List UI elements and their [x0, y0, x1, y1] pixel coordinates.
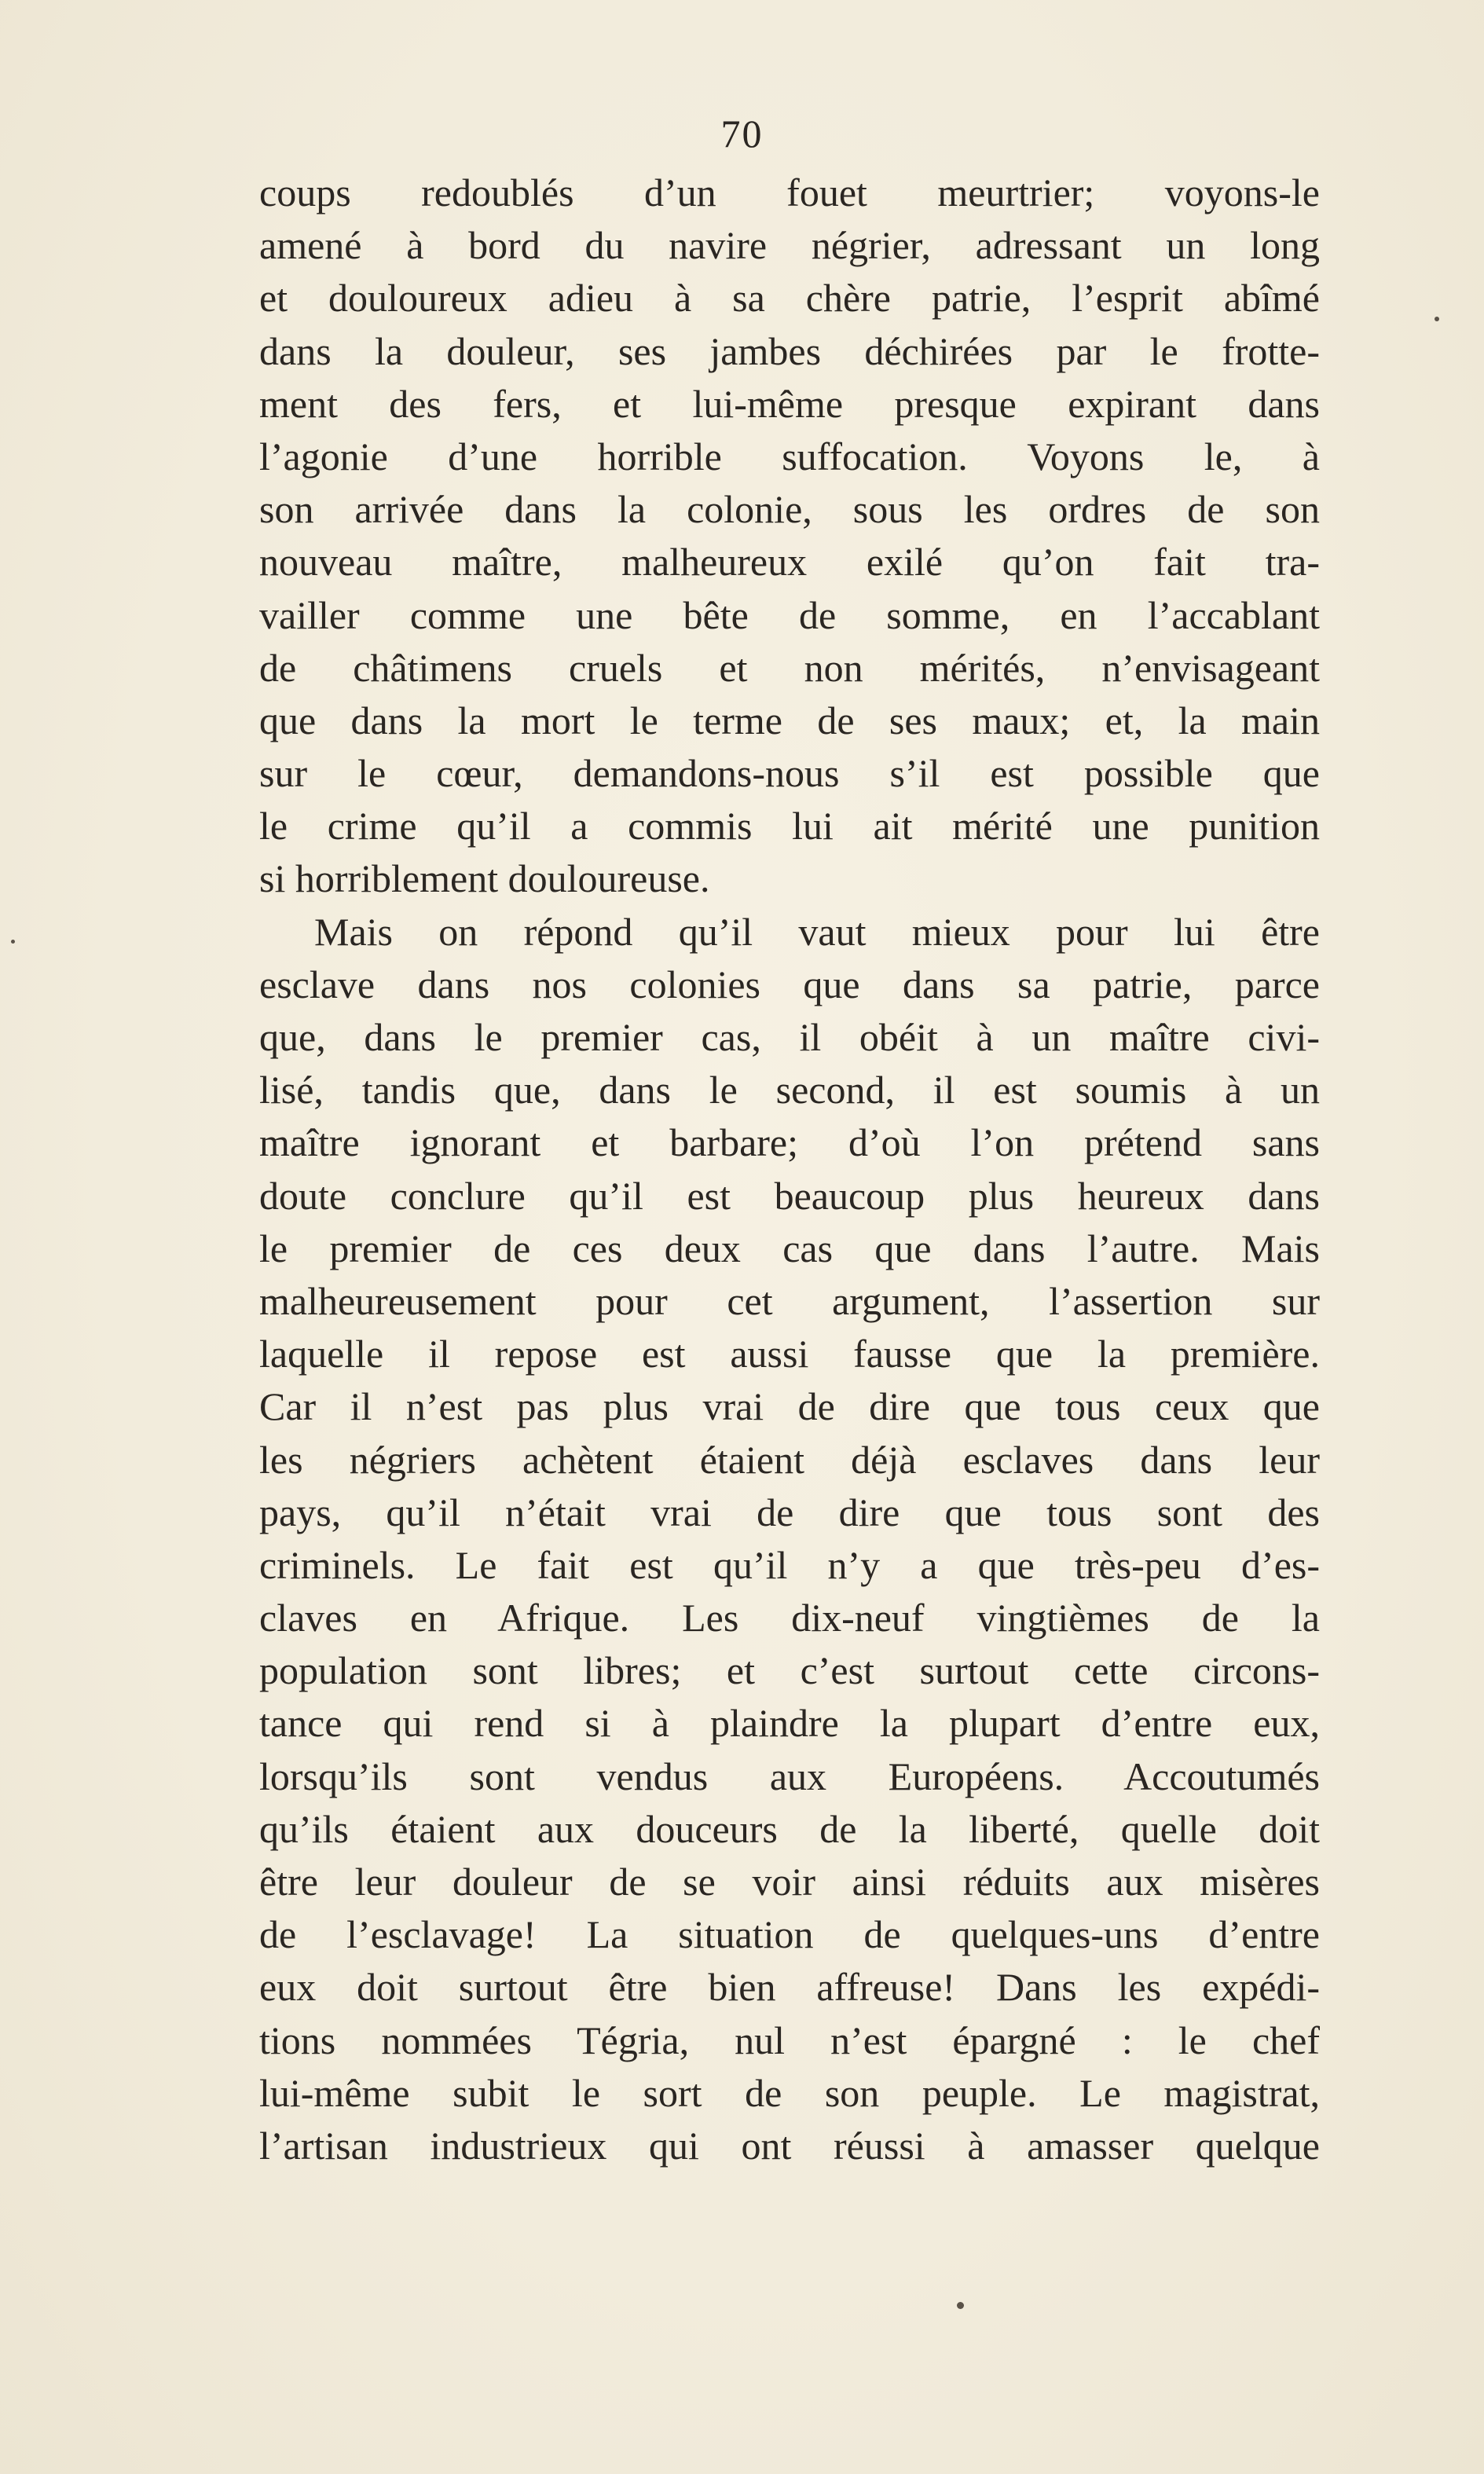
text-line: lisé, tandis que, dans le second, il est soumis à un	[259, 1068, 1320, 1112]
paragraph-1	[259, 167, 1320, 906]
text-line: qu’ils étaient aux douceurs de la liberté, quelle doit	[259, 1806, 1320, 1851]
text-line: que, dans le premier cas, il obéit à un maître civi-	[259, 1015, 1320, 1059]
text-line: malheureusement pour cet argument, l’assertion sur	[259, 1278, 1320, 1323]
text-line: de l’esclavage! La situation de quelques-uns d’entre	[259, 1912, 1320, 1957]
text-line: criminels. Le fait est qu’il n’y a que très-peu d’es-	[259, 1542, 1320, 1587]
text-line: dans la douleur, ses jambes déchirées par le frotte-	[259, 328, 1320, 373]
text-line: pays, qu’il n’était vrai de dire que tous sont des	[259, 1490, 1320, 1534]
text-line: Mais on répond qu’il vaut mieux pour lui être	[314, 909, 1320, 954]
text-line: les négriers achètent étaient déjà esclaves dans leur	[259, 1437, 1320, 1482]
text-line: vailler comme une bête de somme, en l’accablant	[259, 592, 1320, 637]
text-line: de châtimens cruels et non mérités, n’envisageant	[259, 645, 1320, 690]
paper-speck	[1435, 317, 1439, 321]
text-line: population sont libres; et c’est surtout cette circons-	[259, 1648, 1320, 1693]
text-line: son arrivée dans la colonie, sous les ordres de son	[259, 487, 1320, 532]
text-line: lui-même subit le sort de son peuple. Le magistrat,	[259, 2070, 1320, 2115]
text-line: l’agonie d’une horrible suffocation. Voyons le, à	[259, 434, 1320, 478]
text-line: nouveau maître, malheureux exilé qu’on fait tra-	[259, 540, 1320, 585]
text-line: esclave dans nos colonies que dans sa patrie, parce	[259, 962, 1320, 1006]
text-line: lorsqu’ils sont vendus aux Européens. Accoutumés	[259, 1754, 1320, 1798]
text-line: amené à bord du navire négrier, adressant un long	[259, 223, 1320, 268]
body-text	[259, 167, 1320, 2172]
paragraph-2	[259, 906, 1320, 2173]
text-line: sur le cœur, demandons-nous s’il est possible que	[259, 751, 1320, 796]
text-line: le crime qu’il a commis lui ait mérité une punition	[259, 804, 1320, 848]
text-line: le premier de ces deux cas que dans l’autre. Mais	[259, 1226, 1320, 1270]
text-line: et douloureux adieu à sa chère patrie, l’esprit abîmé	[259, 276, 1320, 321]
text-line: maître ignorant et barbare; d’où l’on prétend sans	[259, 1120, 1320, 1165]
text-line: que dans la mort le terme de ses maux; et, la main	[259, 698, 1320, 742]
page-number: 70	[720, 112, 764, 156]
paper-speck	[11, 940, 15, 944]
text-line: si horriblement douloureuse.	[259, 856, 710, 901]
text-line: être leur douleur de se voir ainsi réduits aux misères	[259, 1860, 1320, 1904]
text-line: tance qui rend si à plaindre la plupart d’entre eux,	[259, 1701, 1320, 1746]
text-line: doute conclure qu’il est beaucoup plus heureux dans	[259, 1173, 1320, 1218]
text-line: laquelle il repose est aussi fausse que la première.	[259, 1332, 1320, 1376]
text-line: Car il n’est pas plus vrai de dire que tous ceux que	[259, 1384, 1320, 1429]
text-line: eux doit surtout être bien affreuse! Dans les expédi-	[259, 1965, 1320, 2010]
paper-speck	[957, 2302, 964, 2309]
text-line: claves en Afrique. Les dix-neuf vingtièmes de la	[259, 1596, 1320, 1640]
text-line: l’artisan industrieux qui ont réussi à amasser quelque	[259, 2123, 1320, 2168]
text-line: tions nommées Tégria, nul n’est épargné : le chef	[259, 2018, 1320, 2062]
text-line: coups redoublés d’un fouet meurtrier; voyons-le	[259, 170, 1320, 214]
text-line: ment des fers, et lui-même presque expirant dans	[259, 381, 1320, 426]
